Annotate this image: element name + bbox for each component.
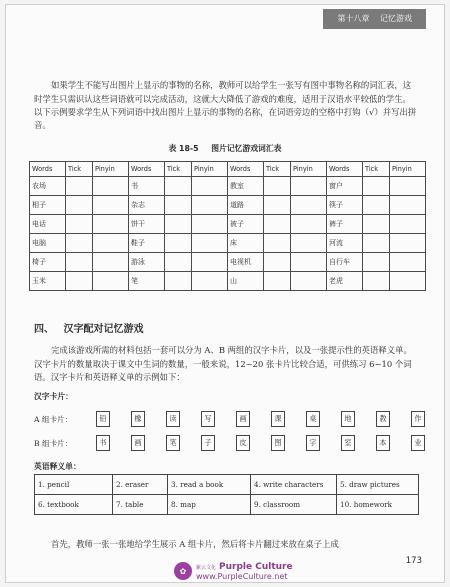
chapter-tag <box>323 9 426 29</box>
word-cell: 饼干 <box>129 215 165 234</box>
tick-cell[interactable] <box>264 253 291 272</box>
eng-heading: 英语释义单： <box>34 462 81 471</box>
tick-cell[interactable] <box>165 253 192 272</box>
word-cell: 鞋子 <box>129 234 165 253</box>
word-cell: 道路 <box>228 196 264 215</box>
gloss-cell: 3. read a book <box>168 475 251 495</box>
table-caption-text: 图片记忆游戏词汇表 <box>211 144 282 153</box>
tick-cell[interactable] <box>66 215 93 234</box>
char-card[interactable]: 桌 <box>306 411 320 427</box>
word-cell: 农场 <box>30 177 66 196</box>
card-group-label: B 组卡片： <box>34 438 73 448</box>
gloss-cell: 1. pencil <box>35 475 113 495</box>
tick-cell[interactable] <box>363 215 390 234</box>
char-card[interactable]: 图 <box>271 435 285 451</box>
pinyin-cell[interactable] <box>93 196 129 215</box>
card-group-label: A 组卡片： <box>34 414 73 424</box>
gloss-cell: 5. draw pictures <box>337 475 419 495</box>
pinyin-cell[interactable] <box>390 196 426 215</box>
word-cell: 相子 <box>30 196 66 215</box>
col-header: Words <box>228 162 264 177</box>
pinyin-cell[interactable] <box>192 272 228 291</box>
pinyin-cell[interactable] <box>192 196 228 215</box>
tick-cell[interactable] <box>363 196 390 215</box>
word-cell: 椅子 <box>30 253 66 272</box>
col-header: Pinyin <box>93 162 129 177</box>
table-number: 表 18-5 <box>168 144 199 153</box>
tick-cell[interactable] <box>66 234 93 253</box>
pinyin-cell[interactable] <box>192 177 228 196</box>
pinyin-cell[interactable] <box>192 234 228 253</box>
char-card[interactable]: 作 <box>411 411 425 427</box>
char-card[interactable]: 地 <box>341 411 355 427</box>
book-page <box>5 4 445 583</box>
gloss-cell: 8. map <box>168 495 251 515</box>
pinyin-cell[interactable] <box>93 253 129 272</box>
table-row <box>30 215 426 234</box>
card-group-a <box>34 411 425 427</box>
closing-paragraph: 首先，教师一张一张地给学生展示 A 组卡片，然后将卡片翻过来放在桌子上成 <box>51 539 339 550</box>
pinyin-cell[interactable] <box>93 177 129 196</box>
word-cell: 笔 <box>129 272 165 291</box>
col-header: Tick <box>165 162 192 177</box>
page-number: 173 <box>405 556 422 566</box>
gloss-cell: 7. table <box>113 495 168 515</box>
word-cell: 裤子 <box>327 215 363 234</box>
char-card[interactable]: 教 <box>376 411 390 427</box>
tick-cell[interactable] <box>264 215 291 234</box>
pinyin-cell[interactable] <box>192 253 228 272</box>
vocab-header-row <box>30 162 426 177</box>
col-header: Words <box>30 162 66 177</box>
tick-cell[interactable] <box>264 177 291 196</box>
intro-paragraph: 如果学生不能写出图片上显示的事物的名称，教师可以给学生一张写有图中事物名称的词汇表，这时学生只需识认这些词语就可以完成活动，这就大大降低了游戏的难度，适用于汉语水平较低的学生。以下示例要求学生从下列词语中找出图片上显示的事物的名称，在词语旁边的空格中打钩（√）并写出拼音。 <box>34 80 417 130</box>
tick-cell[interactable] <box>165 234 192 253</box>
pinyin-cell[interactable] <box>291 196 327 215</box>
tick-cell[interactable] <box>66 272 93 291</box>
char-card[interactable]: 课 <box>271 411 285 427</box>
gloss-cell: 6. textbook <box>35 495 113 515</box>
char-card[interactable]: 本 <box>376 435 390 451</box>
pinyin-cell[interactable] <box>291 272 327 291</box>
card-group-b <box>34 435 425 451</box>
watermark-brand: Purple Culture <box>219 561 293 572</box>
tick-cell[interactable] <box>363 177 390 196</box>
gloss-cell: 10. homework <box>337 495 419 515</box>
vocab-table <box>29 161 426 291</box>
pinyin-cell[interactable] <box>291 215 327 234</box>
word-cell: 教室 <box>228 177 264 196</box>
col-header: Pinyin <box>390 162 426 177</box>
table-row <box>30 196 426 215</box>
section-number: 四、 <box>34 324 54 335</box>
tick-cell[interactable] <box>363 234 390 253</box>
word-cell: 玉米 <box>30 272 66 291</box>
char-card[interactable]: 子 <box>201 435 215 451</box>
col-header: Tick <box>363 162 390 177</box>
word-cell: 筷子 <box>327 196 363 215</box>
tick-cell[interactable] <box>66 196 93 215</box>
pinyin-cell[interactable] <box>93 215 129 234</box>
pinyin-cell[interactable] <box>192 215 228 234</box>
tick-cell[interactable] <box>264 234 291 253</box>
word-cell: 山 <box>228 272 264 291</box>
table-caption <box>6 143 444 154</box>
char-card[interactable]: 画 <box>131 435 145 451</box>
tick-cell[interactable] <box>165 272 192 291</box>
tick-cell[interactable] <box>363 253 390 272</box>
pinyin-cell[interactable] <box>93 234 129 253</box>
char-card[interactable]: 写 <box>201 411 215 427</box>
char-card[interactable]: 书 <box>96 435 110 451</box>
gloss-cell: 4. write characters <box>251 475 337 495</box>
pinyin-cell[interactable] <box>291 177 327 196</box>
tick-cell[interactable] <box>66 253 93 272</box>
table-row <box>35 475 419 495</box>
watermark <box>174 557 314 585</box>
char-card[interactable]: 读 <box>166 411 180 427</box>
gloss-cell: 9. classroom <box>251 495 337 515</box>
pinyin-cell[interactable] <box>390 215 426 234</box>
pinyin-cell[interactable] <box>291 253 327 272</box>
watermark-logo-icon: ✿ <box>174 562 192 580</box>
word-cell: 电脑 <box>30 234 66 253</box>
english-gloss-table <box>34 474 419 515</box>
tick-cell[interactable] <box>363 272 390 291</box>
tick-cell[interactable] <box>165 215 192 234</box>
pinyin-cell[interactable] <box>390 272 426 291</box>
section-paragraph: 完成该游戏所需的材料包括一套可以分为 A、B 两组的汉字卡片，以及一张提示性的英语释义单。汉字卡片的数量取决于课文中生词的数量，一般来说，12~20 张卡片比较合适，可供练习 6~10 个词语。汉字卡片和英语释义单的示例如下： <box>34 345 412 382</box>
word-cell: 自行车 <box>327 253 363 272</box>
tick-cell[interactable] <box>264 272 291 291</box>
running-header <box>6 5 444 33</box>
table-row <box>30 234 426 253</box>
word-cell: 电话 <box>30 215 66 234</box>
chapter-number: 第十八章 <box>337 14 370 23</box>
char-card[interactable]: 字 <box>306 435 320 451</box>
col-header: Words <box>129 162 165 177</box>
pinyin-cell[interactable] <box>390 253 426 272</box>
table-row <box>30 177 426 196</box>
pinyin-cell[interactable] <box>291 234 327 253</box>
word-cell: 床 <box>228 234 264 253</box>
char-card[interactable]: 业 <box>411 435 425 451</box>
table-row <box>30 253 426 272</box>
watermark-url: www.PurpleCulture.net <box>196 571 288 581</box>
char-card[interactable]: 橡 <box>131 411 145 427</box>
tick-cell[interactable] <box>165 196 192 215</box>
col-header: Pinyin <box>291 162 327 177</box>
pinyin-cell[interactable] <box>93 272 129 291</box>
char-card[interactable]: 画 <box>236 411 250 427</box>
cards-heading: 汉字卡片： <box>34 392 73 401</box>
col-header: Words <box>327 162 363 177</box>
tick-cell[interactable] <box>165 177 192 196</box>
pinyin-cell[interactable] <box>390 234 426 253</box>
pinyin-cell[interactable] <box>390 177 426 196</box>
word-cell: 被子 <box>228 215 264 234</box>
word-cell: 老虎 <box>327 272 363 291</box>
char-card[interactable]: 皮 <box>236 435 250 451</box>
section-heading <box>34 320 143 335</box>
word-cell: 书 <box>129 177 165 196</box>
char-card[interactable]: 笔 <box>166 435 180 451</box>
table-row <box>30 272 426 291</box>
col-header: Pinyin <box>192 162 228 177</box>
word-cell: 河流 <box>327 234 363 253</box>
tick-cell[interactable] <box>66 177 93 196</box>
section-title: 汉字配对记忆游戏 <box>63 324 144 335</box>
word-cell: 游泳 <box>129 253 165 272</box>
col-header: Tick <box>264 162 291 177</box>
col-header: Tick <box>66 162 93 177</box>
tick-cell[interactable] <box>264 196 291 215</box>
chapter-title: 记忆游戏 <box>380 14 412 23</box>
word-cell: 窗户 <box>327 177 363 196</box>
word-cell: 电视机 <box>228 253 264 272</box>
watermark-cn: 紫云文化 <box>196 564 217 571</box>
char-card[interactable]: 室 <box>341 435 355 451</box>
char-card[interactable]: 铅 <box>96 411 110 427</box>
table-row <box>35 495 419 515</box>
gloss-cell: 2. eraser <box>113 475 168 495</box>
word-cell: 杂志 <box>129 196 165 215</box>
